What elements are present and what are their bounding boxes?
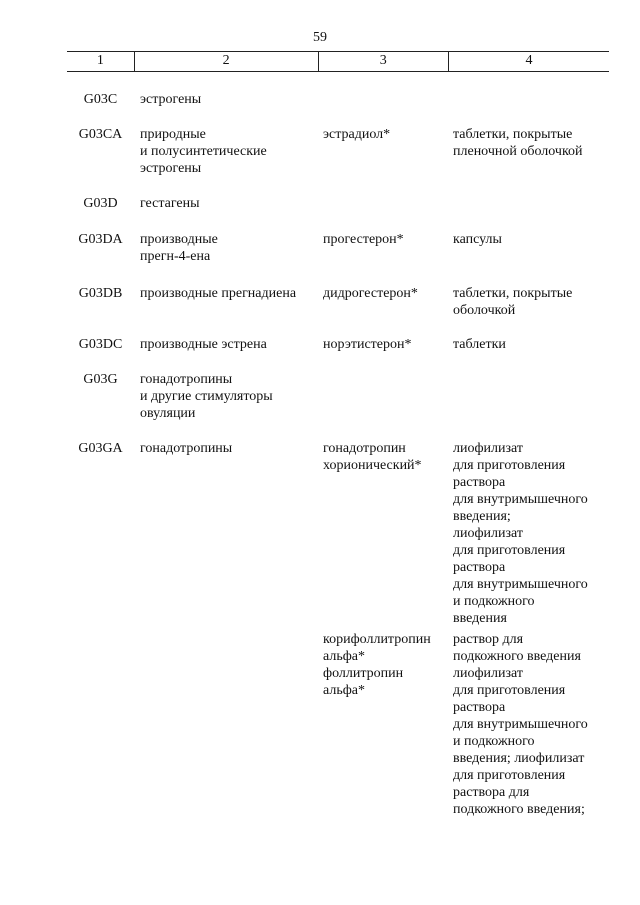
group-cell bbox=[140, 285, 320, 302]
cell-line: лиофилизат bbox=[453, 666, 524, 681]
cell-line: прегн-4-ена bbox=[140, 249, 211, 264]
header-col-3: 3 bbox=[319, 52, 449, 71]
cell-line: для внутримышечного bbox=[453, 577, 588, 592]
dosage-form-cell bbox=[453, 285, 613, 319]
drug-cell bbox=[323, 126, 451, 143]
drug-cell bbox=[323, 285, 451, 302]
cell-line: норэтистерон* bbox=[323, 337, 412, 352]
drug-cell bbox=[323, 440, 451, 474]
dosage-form-cell bbox=[453, 126, 613, 160]
cell-line: производные bbox=[140, 232, 218, 247]
header-col-2: 2 bbox=[135, 52, 319, 71]
cell-line: овуляции bbox=[140, 406, 196, 421]
cell-line: пленочной оболочкой bbox=[453, 144, 583, 159]
cell-line: эстрогены bbox=[140, 92, 202, 107]
group-cell bbox=[140, 126, 320, 177]
cell-line: эстрадиол* bbox=[323, 127, 391, 142]
group-cell bbox=[140, 195, 320, 212]
cell-line: лиофилизат bbox=[453, 441, 524, 456]
cell-line: капсулы bbox=[453, 232, 502, 247]
drug-cell bbox=[323, 631, 451, 699]
cell-line: введения; bbox=[453, 509, 511, 524]
cell-line: раствора для bbox=[453, 785, 530, 800]
cell-line: производные прегнадиена bbox=[140, 286, 297, 301]
cell-line: и подкожного bbox=[453, 734, 535, 749]
cell-line: природные bbox=[140, 127, 206, 142]
cell-line: фоллитропин bbox=[323, 666, 404, 681]
atc-code-cell: G03DB bbox=[78, 286, 123, 301]
header-col-1: 1 bbox=[67, 52, 135, 71]
cell-line: для внутримышечного bbox=[453, 717, 588, 732]
atc-code-cell: G03G bbox=[83, 372, 118, 387]
dosage-form-cell bbox=[453, 231, 613, 248]
dosage-form-cell bbox=[453, 440, 613, 627]
drug-cell bbox=[323, 231, 451, 248]
page-number: 59 bbox=[313, 30, 327, 45]
cell-line: прогестерон* bbox=[323, 232, 404, 247]
cell-line: хорионический* bbox=[323, 458, 422, 473]
group-cell bbox=[140, 231, 320, 265]
cell-line: подкожного введения bbox=[453, 649, 581, 664]
cell-line: раствора bbox=[453, 475, 506, 490]
cell-line: подкожного введения; bbox=[453, 802, 585, 817]
cell-line: дидрогестерон* bbox=[323, 286, 418, 301]
atc-code-cell: G03GA bbox=[78, 441, 123, 456]
cell-line: и подкожного bbox=[453, 594, 535, 609]
atc-code-cell: G03CA bbox=[78, 127, 123, 142]
atc-code-cell: G03DA bbox=[78, 232, 123, 247]
group-cell bbox=[140, 440, 320, 457]
atc-code-cell: G03C bbox=[83, 92, 118, 107]
cell-line: эстрогены bbox=[140, 161, 202, 176]
cell-line: введения; лиофилизат bbox=[453, 751, 585, 766]
cell-line: таблетки, покрытые bbox=[453, 127, 573, 142]
table-header bbox=[67, 51, 609, 72]
cell-line: гестагены bbox=[140, 196, 200, 211]
cell-line: оболочкой bbox=[453, 303, 516, 318]
cell-line: раствора bbox=[453, 560, 506, 575]
dosage-form-cell bbox=[453, 336, 613, 353]
cell-line: альфа* bbox=[323, 649, 365, 664]
cell-line: гонадотропин bbox=[323, 441, 406, 456]
group-cell bbox=[140, 371, 320, 422]
cell-line: производные эстрена bbox=[140, 337, 267, 352]
cell-line: корифоллитропин bbox=[323, 632, 431, 647]
cell-line: гонадотропины bbox=[140, 441, 233, 456]
cell-line: раствор для bbox=[453, 632, 524, 647]
cell-line: гонадотропины bbox=[140, 372, 233, 387]
cell-line: и другие стимуляторы bbox=[140, 389, 273, 404]
cell-line: введения bbox=[453, 611, 507, 626]
cell-line: лиофилизат bbox=[453, 526, 524, 541]
atc-code-cell: G03D bbox=[83, 196, 118, 211]
cell-line: альфа* bbox=[323, 683, 365, 698]
group-cell bbox=[140, 336, 320, 353]
cell-line: таблетки bbox=[453, 337, 506, 352]
group-cell bbox=[140, 91, 320, 108]
cell-line: раствора bbox=[453, 700, 506, 715]
dosage-form-cell bbox=[453, 631, 613, 818]
cell-line: и полусинтетические bbox=[140, 144, 267, 159]
cell-line: для приготовления bbox=[453, 543, 566, 558]
drug-cell bbox=[323, 336, 451, 353]
header-col-4: 4 bbox=[525, 53, 533, 68]
atc-code-cell: G03DC bbox=[78, 337, 123, 352]
cell-line: для внутримышечного bbox=[453, 492, 588, 507]
cell-line: для приготовления bbox=[453, 683, 566, 698]
cell-line: таблетки, покрытые bbox=[453, 286, 573, 301]
cell-line: для приготовления bbox=[453, 458, 566, 473]
cell-line: для приготовления bbox=[453, 768, 566, 783]
